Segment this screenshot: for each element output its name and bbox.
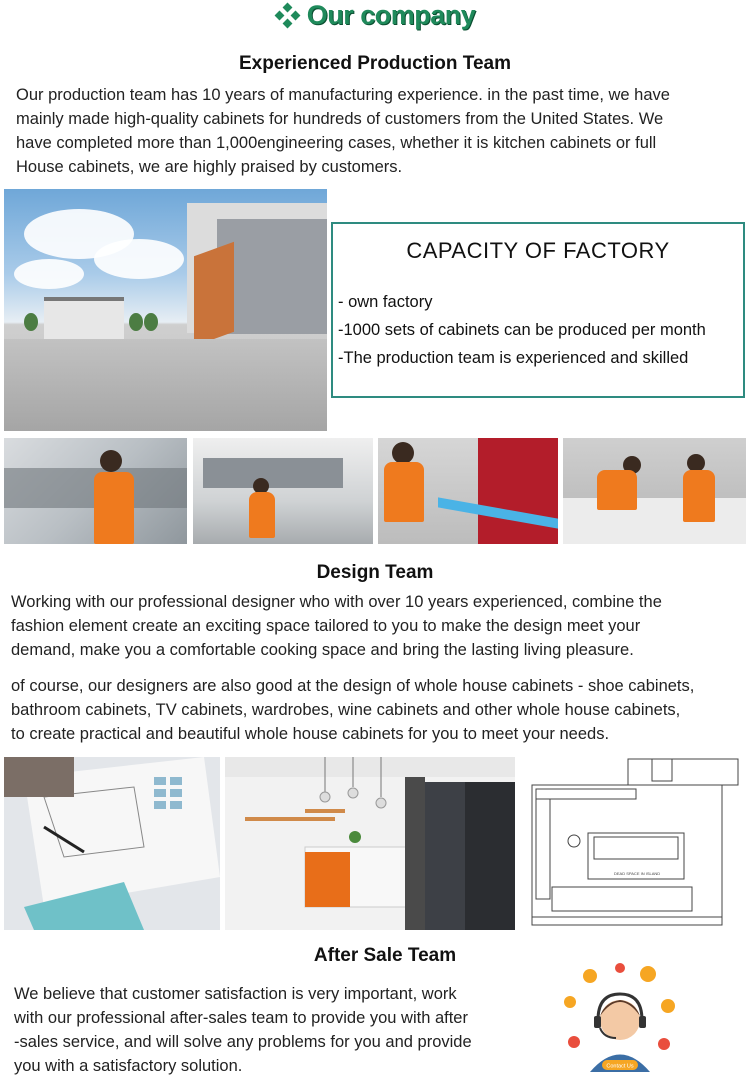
after-sale-line: with our professional after-sales team to provide you with after (14, 1009, 468, 1027)
diamond-cluster-icon (275, 3, 301, 29)
contact-badge: Contact Us (606, 1063, 634, 1070)
workshop-photo-4 (563, 438, 746, 544)
after-sale-line: -sales service, and will solve any problems for you and provide (14, 1033, 472, 1051)
headset-agent-icon (560, 962, 680, 1082)
after-sale-line: We believe that customer satisfaction is very important, work (14, 985, 457, 1003)
floor-plan-drawing (522, 757, 746, 930)
design-line: bathroom cabinets, TV cabinets, wardrobes, wine cabinets and other whole house cabinets, (11, 701, 681, 719)
customer-support-illustration (560, 962, 680, 1082)
production-line: mainly made high-quality cabinets for hundreds of customers from the United States. We (16, 110, 664, 128)
design-team-text-2 (11, 674, 750, 746)
capacity-item: - own factory (338, 293, 433, 311)
design-line: of course, our designers are also good at the design of whole house cabinets - shoe cabinets, (11, 677, 695, 695)
workshop-photo-1 (4, 438, 187, 544)
kitchen-render-photo (225, 757, 515, 930)
design-line: Working with our professional designer who with over 10 years experienced, combine the (11, 593, 662, 611)
production-line: Our production team has 10 years of manufacturing experience. in the past time, we have (16, 86, 670, 104)
design-team-heading: Design Team (316, 562, 434, 583)
after-sale-line: you with a satisfactory solution. (14, 1057, 243, 1075)
design-sketch-photo (4, 757, 220, 930)
capacity-box (331, 222, 745, 398)
capacity-item: -The production team is experienced and skilled (338, 349, 689, 367)
production-team-text (16, 83, 746, 179)
design-line: demand, make you a comfortable cooking space and bring the lasting living pleasure. (11, 641, 634, 659)
capacity-item: -1000 sets of cabinets can be produced per month (338, 321, 706, 339)
workshop-photo-2 (193, 438, 373, 544)
capacity-title: CAPACITY OF FACTORY (406, 238, 670, 263)
page-title: Our company (306, 0, 476, 30)
floor-plan-label: DEAD SPACE IN ISLAND (614, 871, 661, 876)
production-line: have completed more than 1,000engineering cases, whether it is kitchen cabinets or full (16, 134, 657, 152)
after-sale-text (14, 982, 544, 1078)
production-line: House cabinets, we are highly praised by customers. (16, 158, 403, 176)
design-line: fashion element create an exciting space tailored to you to make the design meet your (11, 617, 641, 635)
after-sale-heading: After Sale Team (313, 945, 457, 966)
design-team-text-1 (11, 590, 746, 662)
page-header (0, 0, 750, 34)
design-line: to create practical and beautiful whole house cabinets for you to meet your needs. (11, 725, 610, 743)
factory-photo (4, 189, 327, 431)
workshop-photo-3 (378, 438, 558, 544)
production-team-heading: Experienced Production Team (238, 53, 512, 74)
